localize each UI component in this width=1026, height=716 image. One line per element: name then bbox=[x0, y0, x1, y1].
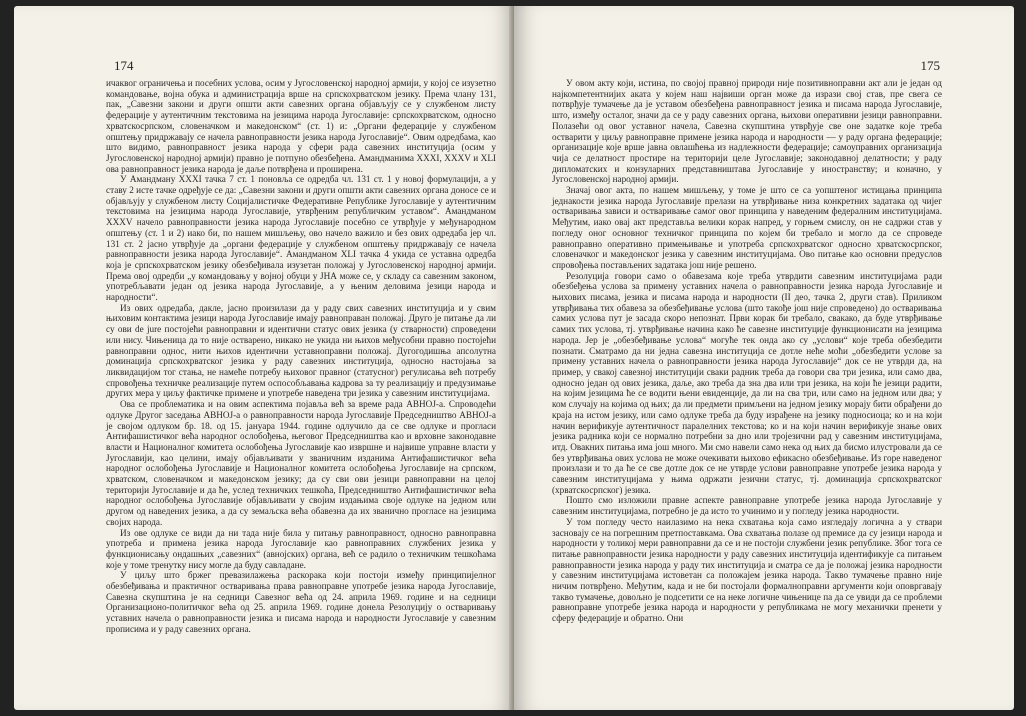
paragraph: У Амандману XXXI тачка 7 ст. 1 поновља се одредба чл. 131 ст. 1 у новој формулацији, а у ставу 2 исте тачке одређује се да: „Савезни закони и други општи акти савезних органа доносе се и објављују у службеном листу Социјалистичке Федеративне Републике Југославије у аутентичним текстовима на језицима народа Југославије, утврђеним републичким уставом“. Амандманом XXXV начело равноправности језика народа Југославије посебно се утврђује у међународном општењу (ст. 1 и 2) иако би, по нашем мишљењу, ово начело важило и без ових одредаба јер чл. 131 ст. 2 јасно утврђује да „органи федерације у службеном општењу придржавају се начела равноправности језика народа Југославије“. Амандманом XLI тачка 4 укида се уставна одредба која је српскохрватском језику обезбеђивала изузетан положај у Југословенској народној армији. Према овој одредби „у командовању у војној обуци у ЈНА може се, у складу са савезним законом, употребљавати један од језика народа Југославије, а у њеним деловима језици народа и народности“. bbox=[106, 174, 496, 303]
right-page bbox=[514, 6, 1014, 710]
paragraph: У циљу што бржег превазилажења раскорака који постоји између принципијелног обезбеђивања и практичног остваривања права равноправне употребе језика народа Југославије, Савезна скупштина је на седници Савезног већа од 24. априла 1969. године и на седници Организационо-политичког већа од 25. априла 1969. године донела Резолуцију о остваривању уставних начела о равноправности језика и писама народа и народности Југославије у савезним прописима и у раду савезних органа. bbox=[106, 570, 496, 634]
paragraph: У овом акту који, истина, по својој правној природи није позитивноправни акт али је један од најкомпетентнијих аката у којем наш највиши орган може да изрази свој став, пре свега се потврђује тумачење да је уставом обезбеђена равноправност језика и писама народа Југославије, што, између осталог, значи да се у раду савезних органа, њихови оперативни језици равноправни. Полазећи од овог уставног начела, Савезна скупштина утврђује све оне задатке које треба остварити у циљу равноправне примене језика народа и народности — у раду органа федерације; организације које врше јавна овлашћења из надлежности федерације; самоуправних организација чија се делатност простире на територији целе Југославије; законодавној делатности; у раду дипломатских и конзуларних представништава Југославије у иностранству; и коначно, у Југословенској народној армији. bbox=[552, 78, 942, 185]
paragraph: Значај овог акта, по нашем мишљењу, у томе је што се са уопштеног истицања принципа једнакости језика народа Југославије прелази на утврђивање низа конкретних задатака од чијег остваривања зависи и остваривање самог овог принципа у наведеним федералним институцијама. Међутим, иако овај акт представља велики корак напред, у горњем смислу, он не садржи став у погледу оног основног техничког принципа по којем би требало и могло да се спроведе равноправно оперативно примењивање и употреба српскохрватског односно хрватскосрпског, словеначког и македонског језика у савезним институцијама. Ово питање као основни предуслов спровођења постављених задатака још није решено. bbox=[552, 185, 942, 270]
paragraph: ичаквог ограничења и посебних услова, осим у Југословенској народној армији, у којој се изузетно командовање, војна обука и администрација врше на српскохрватском језику. Према члану 131, пак, „Савезни закони и други општи акти савезних органа објављују се у службеном листу федерације у аутентичним текстовима на језицима народа Југославије: српскохрватском, односно хрватскосрпском, словеначком и македонском“ (ст. 1) и: „Органи федерације у службеном општењу придржавају се начела равноправности језика народа Југославије“. Овим одредбама, као што видимо, равноправност језика народа у сфери рада савезних институција (осим у Југословенској народној армији) правно је потпуно обезбеђена. Амандманима XXXI, XXXV и XLI ова равноправност језика народа је даље потврђена и проширена. bbox=[106, 78, 496, 174]
paragraph: Ова се проблематика и на овим аспектима појавља већ за време рада АВНОЈ-а. Спроводећи одлуке Другог заседања АВНОЈ-а о равноправности народа Југославије Председништво АВНОЈ-а је својом одлуком бр. 18. од 15. јануара 1944. године одлучило да се све одлуке и прогласи Антифашистичког већа народног ослобођења, његовог Председништва као и врховне законодавне власти и Националног комитета ослобођења Југославије као извршне и највише управне власти у Југославији, као целини, имају објављивати у званичним изданима Антифашистичког већа народног ослобођења Југославије и Националног комитета ослобођења Југославије на српском, хрватском, словеначком и македонском језику; да су сви ови језици равноправни на целој територији Југославије и да ће, услед техничких тешкоћа, Председништво Антифашистичког већа народног ослобођења Југославије објављивати у својим издањима своје одлуке на једном или другом од наведених језика, а да су земаљска већа обавезна да их званично прогласе на језицима својих народа. bbox=[106, 399, 496, 527]
page-number: 174 bbox=[114, 58, 134, 73]
paragraph: Резолуција говори само о обавезама које треба утврдити савезним институцијама ради обезбеђења услова за примену уставних начела о равноправности језика народа Југославије и њихових писама, језика и писама народа и народности (II део, тачка 2, други став). Приликом утврђивања тих обавеза за обезбеђивање услова (што такође још није спроведено) до остваривања самих услова пут је засада скоро непознат. Први корак би требало, свакако, да буде утврђивање самих тих услова, тј. утврђивање начина како ће савезне институције функционисати на језицима народа. Јер је „обезбеђивање услова“ могуће тек онда ако су „услови“ које треба обезбедити познати. Сматрамо да ни једна савезна институција се дотле неће моћи „обезбедити услове за примену уставних начела о равноправности језика народа Југославије“ док се не утврди да, на пример, у свакој савезној институцији сваки радник треба да говори сва три језика, или само два, односно један од ових језика, даље, ако треба да зна два или три језика, на који ће језици радити, на којим језицима ће се водити њени евиденције, да ли на сва три, или само на једном или два; у ком случају на којима од њих; да ли предмети примљени на једном језику морају бити обрађени до краја на истом језику, или само одлуке треба да буду израђене на језику подносиоца; ко и на који начин верификује аутентичност паралелних текстова; ко и на који начин верификује знање ових језика радника који се нормално потребни за дно или тројезични рад у савезним институцијама, итд. Овакних питања има још много. Ми смо навели само нека од њих да бисмо илустровали да се без утврђивања ових услова не може очекивати њихово ефикасно обезбеђивање. Из горе наведеног произлази и то да ће се све дотле док се не утврде услови равноправне употребе језика народа у савезним институцијама у њима одржати језични статус, тј. доминација српскохрватског (хрватскосрпског) језика. bbox=[552, 270, 942, 495]
paragraph: Из ових одредаба, дакле, јасно произилази да у раду свих савезних институција и у свим њиховим контактима језици народа Југославије имају равноправан положај. Друго је питање да ли су ови de jure постојећи равноправни и идентични статус ових језика (у стварности) спроведени или нису. Чињеница да то није остварено, никако не укида ни њихов међусобни правно постојећи равноправни однос, нити њихов идентични уставноправни положај. Дугогодишња апсолутна доминација српскохрватског језика у раду савезних институција, односно настојања за ликвидацијом тог стања, не намеће потребу њиховог правног (статусног) регулисања већ потребу спровођења техничке реализације путем оспособљавања кадрова за ту реализацију и предузимање других мера у циљу фактичке примене и употребе наведена три језика у савезним институцијама. bbox=[106, 302, 496, 399]
left-page-text bbox=[106, 78, 496, 635]
paragraph: Пошто смо изложили правне аспекте равноправне употребе језика народа Југославије у савезним институцијама, потребно је да исто то учинимо и у погледу језика народности. bbox=[552, 495, 942, 517]
left-page bbox=[14, 6, 514, 710]
paragraph: Из ове одлуке се види да ни тада није била у питању равноправност, односно равноправна употреба и примена језика народа Југославије као равноправних службених језика у функционисању ондашњих „савезних“ (авнојских) органа, већ се радило о техничким тешкоћама које у томе тренутку нису могле да буду савладане. bbox=[106, 527, 496, 570]
paragraph: У том погледу често наилазимо на нека схватања која само изгледају логична а у ствари засновају се на погрешним претпоставкама. Ова схватања полазе од премисе да су језици народа и народности у толикој мери равноправни да се и не постоји службени језик републике. Због тога се питање равноправности језика народности у раду савезних институција идентификује са питањем равноправности језика народа у раду тих институција и сматра се да је положај језика народности у савезним институцијама истоветан са положајем језика народа. Такво тумачење правно није ничим потврђено. Међутим, када и не би постојали формалноправни аргументи који оповргавају такво тумачење, довољно је подсетити се на неке логичне чињенице па да се увиди да се проблеми равноправне употребе језика народа и народности у републикама не могу механички пренети у сферу федерације и обратно. Они bbox=[552, 516, 942, 624]
right-page-text bbox=[552, 78, 942, 624]
page-number: 175 bbox=[920, 58, 940, 73]
